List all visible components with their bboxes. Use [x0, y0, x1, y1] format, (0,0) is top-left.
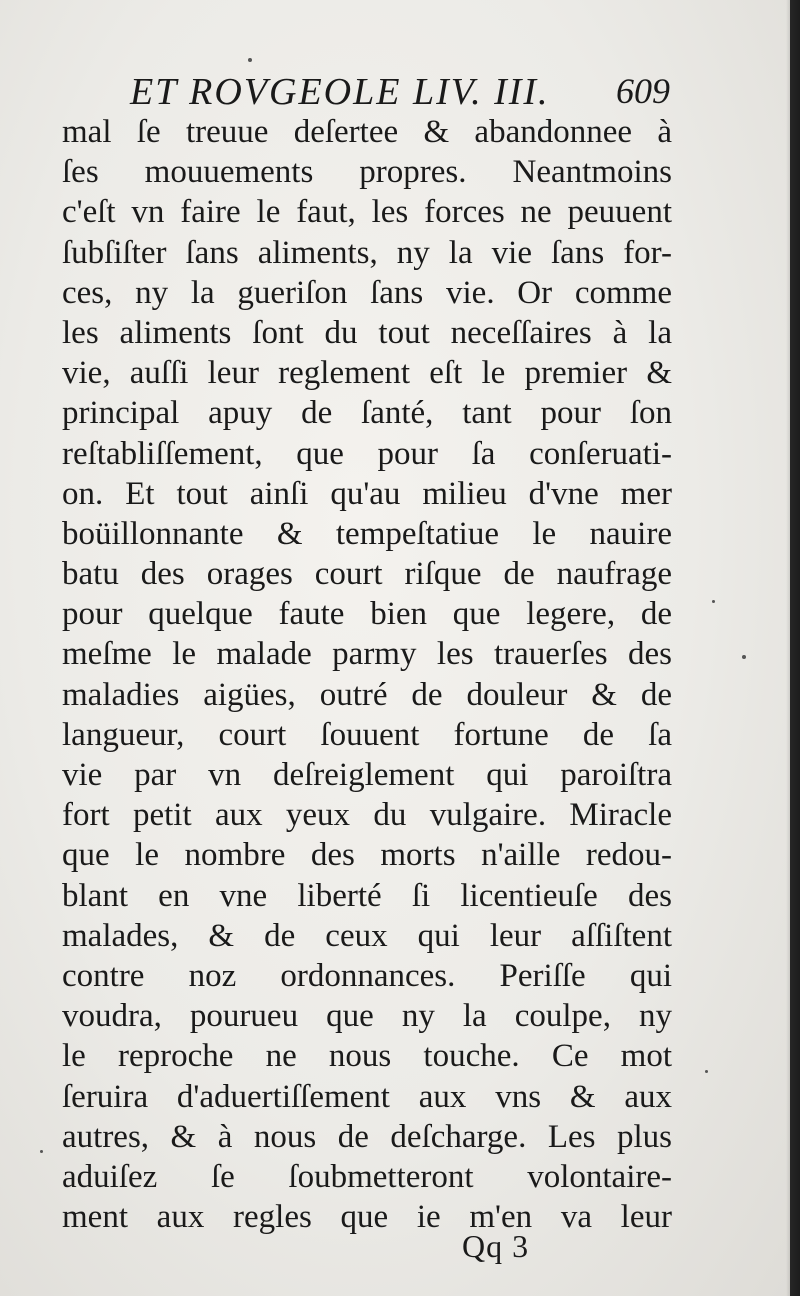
text-line: ſubſiſter ſans aliments, ny la vie ſans for- [62, 234, 672, 271]
text-line: le reproche ne nous touche. Ce mot [62, 1038, 672, 1075]
text-line: autres, & à nous de deſcharge. Les plus [62, 1118, 672, 1155]
text-line: maladies aigües, outré de douleur & de [62, 676, 672, 713]
text-line: ſeruira d'aduertiſſement aux vns & aux [62, 1078, 672, 1115]
text-line: que le nombre des morts n'aille redou- [62, 837, 672, 874]
text-line: ces, ny la gueriſon ſans vie. Or comme [62, 274, 672, 311]
text-line: pour quelque faute bien que legere, de [62, 596, 672, 633]
text-line: les aliments ſont du tout neceſſaires à la [62, 314, 672, 351]
text-line: blant en vne liberté ſi licentieuſe des [62, 877, 672, 914]
text-line: aduiſez ſe ſoubmetteront volontaire- [62, 1158, 672, 1195]
text-line: fort petit aux yeux du vulgaire. Miracle [62, 797, 672, 834]
text-line: batu des orages court riſque de naufrage [62, 556, 672, 593]
text-line: c'eſt vn faire le faut, les forces ne peuuent [62, 194, 672, 231]
text-line: malades, & de ceux qui leur aſſiſtent [62, 917, 672, 954]
text-line: langueur, court ſouuent fortune de ſa [62, 716, 672, 753]
text-line: vie, auſſi leur reglement eſt le premier & [62, 355, 672, 392]
running-title: ET ROVGEOLE LIV. III. [130, 71, 550, 113]
body-text [62, 112, 672, 1237]
page-edge-shadow [786, 0, 800, 1296]
text-line: meſme le malade parmy les trauerſes des [62, 636, 672, 673]
text-line: principal apuy de ſanté, tant pour ſon [62, 395, 672, 432]
text-line: vie par vn deſreiglement qui paroiſtra [62, 757, 672, 793]
text-line: ſes mouuements propres. Neantmoins [62, 154, 672, 191]
signature-mark: Qq 3 [462, 1228, 530, 1264]
page-header [130, 62, 670, 114]
text-line: reſtabliſſement, que pour ſa conſeruati- [62, 435, 672, 472]
text-line: voudra, pourueu que ny la coulpe, ny [62, 998, 672, 1035]
text-line: mal ſe treuue deſertee & abandonnee à [62, 114, 672, 150]
text-line: contre noz ordonnances. Periſſe qui [62, 957, 672, 994]
text-line: on. Et tout ainſi qu'au milieu d'vne mer [62, 475, 672, 512]
page-number: 609 [616, 71, 670, 111]
text-line: boüillonnante & tempeſtatiue le nauire [62, 515, 672, 552]
text-line: ment aux regles que ie m'en va leur [62, 1199, 672, 1236]
